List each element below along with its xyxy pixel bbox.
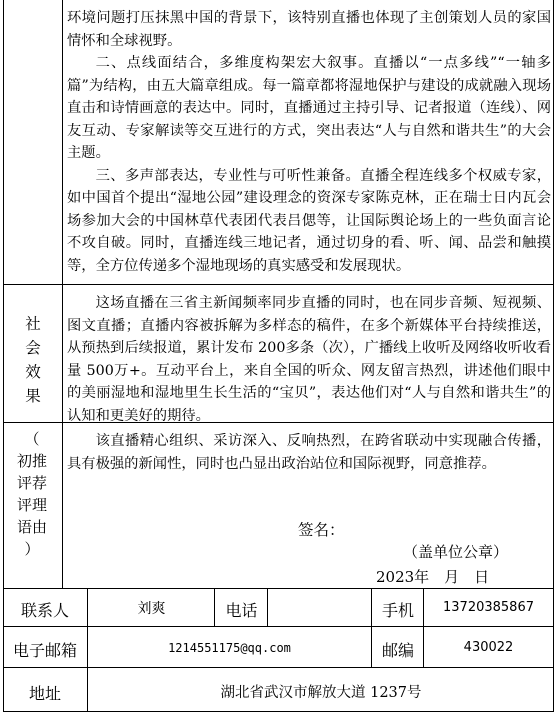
label-char: 初推 (16, 452, 47, 470)
content-paragraph: 环境问题打压抹黑中国的背景下，该特别直播也体现了主创策划人员的家国情怀和全球视野。 (67, 10, 551, 49)
email-value: 1214551175@qq.com (168, 641, 291, 655)
content-section (67, 7, 551, 277)
label-char: 会 (25, 339, 41, 357)
recommendation-text: 该直播精心组织、采访深入、反响热烈，在跨省联动中实现融合传播，具有极强的新闻性，同时也凸显出政治站位和国际视野，同意推荐。 (67, 433, 551, 472)
email-label: 电子邮箱 (12, 641, 77, 660)
label-char: 语由 (16, 518, 47, 536)
label-column-divider (62, 0, 63, 588)
date-text: 2023年 月 日 (376, 568, 490, 586)
social-effect-text: 这场直播在三省主新闻频率同步直播的同时，也在同步音频、短视频、图文直播；直播内容被拆解为多样态的稿件，在多个新媒体平台持续推送，从预热到后续报道，累计发布 200多条（次），广播线上收听及网络收听收看量 500万+。互动平台上，来自全国的听众、网友留言热烈，讲述他们眼中的美丽湿地和湿地里生长生活的“宝贝”，表达他们对“人与自然和谐共生”的认知和更美好的期待。 (67, 295, 551, 424)
label-char: 评理 (16, 496, 47, 514)
recommendation-label (8, 428, 56, 560)
address-label: 地址 (28, 684, 61, 703)
label-char: 果 (25, 387, 41, 405)
label-char: （ (24, 430, 40, 448)
signature-label: 签名： (298, 521, 345, 539)
seal-label: （盖单位公章） (403, 543, 509, 561)
contact-value: 刘爽 (137, 601, 166, 617)
address-value: 湖北省武汉市解放大道 1237号 (220, 685, 422, 701)
row-divider (3, 626, 554, 627)
postcode-value: 430022 (463, 640, 514, 655)
content-paragraph: 三、多声部表达，专业性与可听性兼备。直播全程连线多个权威专家，如中国首个提出“湿地公园”建设理念的资深专家陈克林，正在瑞士日内瓦会场参加大会的中国林草代表团代表吕偲等，让国际舆论场上的一些负面言论不攻自破。同时，直播连线三地记者，通过切身的看、听、闻、品尝和触摸等，全方位传递多个湿地现场的真实感受和发展现状。 (67, 167, 551, 274)
contact-label: 联系人 (20, 601, 69, 620)
row-divider (3, 284, 554, 285)
row-divider (3, 588, 554, 589)
mobile-label: 手机 (381, 601, 414, 620)
content-paragraph: 二、点线面结合，多维度构架宏大叙事。直播以“一点多线”“一轴多篇”为结构，由五大篇章组成。每一篇章都将湿地保护与建设的成就融入现场直击和诗情画意的表达中。同时，直播通过主持引导、记者报道（连线）、网友互动、专家解读等交互进行的方式，突出表达“人与自然和谐共生”的大会主题。 (67, 55, 551, 161)
row-divider (3, 667, 554, 668)
table-bottom-border (3, 711, 554, 712)
label-char: 效 (25, 363, 41, 381)
mobile-value: 13720385867 (443, 600, 534, 615)
label-char: 社 (25, 315, 41, 333)
table-right-border (553, 0, 554, 712)
social-effect-label (23, 312, 43, 408)
label-char: 评荐 (16, 474, 47, 492)
postcode-label: 邮编 (381, 641, 414, 660)
phone-label: 电话 (225, 601, 258, 620)
label-char: ） (24, 540, 40, 558)
